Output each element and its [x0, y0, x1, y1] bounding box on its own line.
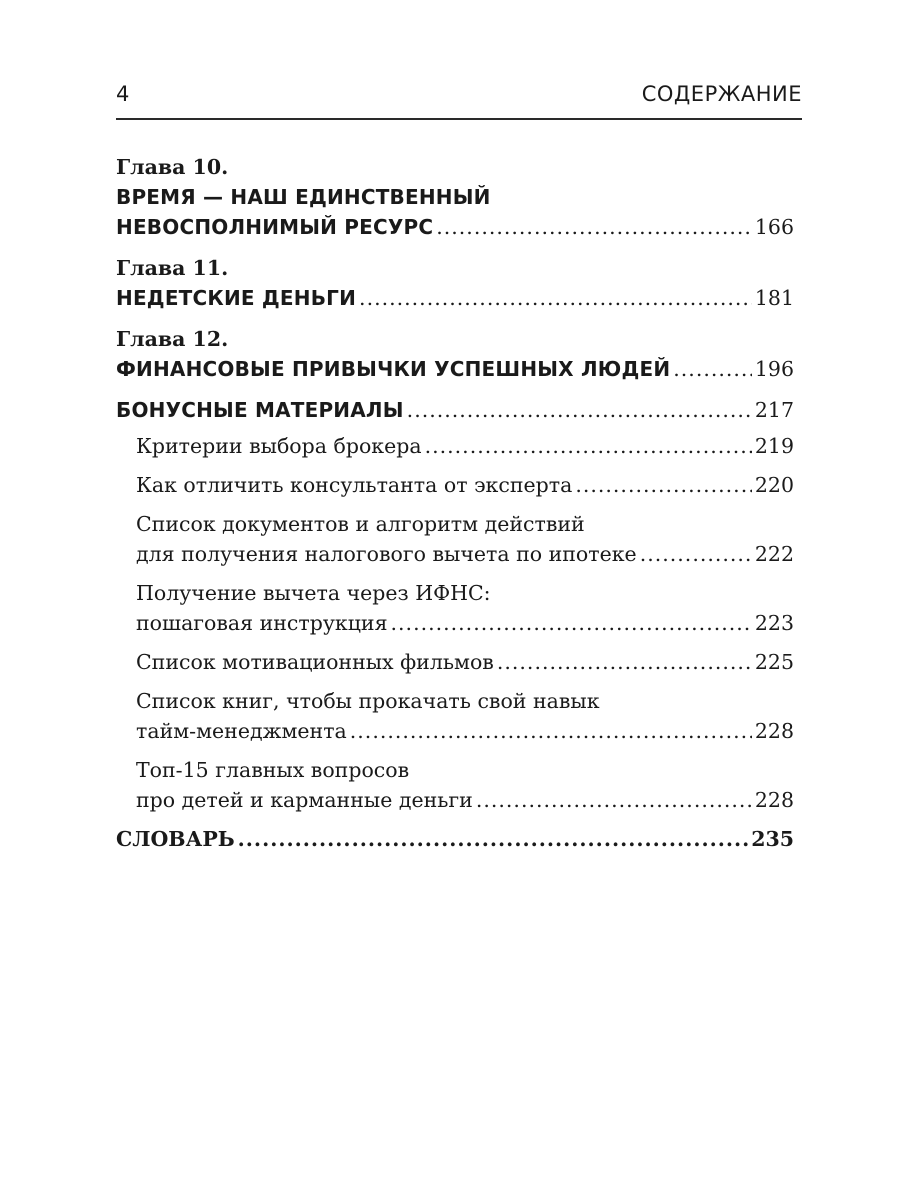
subentry-title: про детей и карманные деньги	[136, 788, 473, 812]
chapter-label: Глава 10.	[116, 155, 229, 179]
running-head: СОДЕРЖАНИЕ	[641, 82, 802, 106]
page-ref: 228	[754, 788, 794, 812]
toc-entry-chapter-12[interactable]	[116, 324, 794, 384]
subentry-title-line: Получение вычета через ИФНС:	[136, 581, 491, 605]
subentry-title-line: Список книг, чтобы прокачать свой навык	[136, 689, 600, 713]
page-ref: 222	[754, 542, 794, 566]
page-ref: 219	[754, 434, 794, 458]
page-header	[116, 78, 802, 120]
toc-entry-bonus[interactable]	[116, 395, 794, 425]
page-ref: 220	[754, 473, 794, 497]
toc-entry-chapter-10[interactable]	[116, 152, 794, 242]
toc-entry-glossary[interactable]	[116, 824, 794, 854]
page-ref: 223	[754, 611, 794, 635]
chapter-label: Глава 12.	[116, 327, 229, 351]
chapter-label: Глава 11.	[116, 256, 229, 280]
dot-leader	[238, 824, 749, 854]
dot-leader	[391, 608, 752, 638]
table-of-contents	[116, 152, 794, 854]
toc-subentry[interactable]	[136, 509, 794, 569]
dot-leader	[436, 212, 752, 242]
subentry-title: Как отличить консультанта от эксперта	[136, 473, 573, 497]
dot-leader	[497, 647, 752, 677]
dot-leader	[425, 431, 752, 461]
chapter-title: ФИНАНСОВЫЕ ПРИВЫЧКИ УСПЕШНЫХ ЛЮДЕЙ	[116, 357, 671, 381]
chapter-title-line: НЕВОСПОЛНИМЫЙ РЕСУРС	[116, 215, 434, 239]
toc-subentry[interactable]	[136, 647, 794, 677]
dot-leader	[359, 283, 752, 313]
page-ref: 196	[754, 357, 794, 381]
dot-leader	[575, 470, 752, 500]
subentry-title-line: Топ-15 главных вопросов	[136, 758, 410, 782]
subentry-title: тайм-менеджмента	[136, 719, 347, 743]
dot-leader	[407, 395, 752, 425]
toc-entry-chapter-11[interactable]	[116, 253, 794, 313]
page-number: 4	[116, 82, 130, 106]
page-ref: 228	[754, 719, 794, 743]
subentry-title: для получения налогового вычета по ипотеке	[136, 542, 637, 566]
section-title: БОНУСНЫЕ МАТЕРИАЛЫ	[116, 398, 404, 422]
dot-leader	[673, 354, 752, 384]
subentry-title: пошаговая инструкция	[136, 611, 388, 635]
toc-subentry[interactable]	[136, 578, 794, 638]
section-title: СЛОВАРЬ	[116, 827, 235, 851]
toc-subentry[interactable]	[136, 686, 794, 746]
subentry-title-line: Список документов и алгоритм действий	[136, 512, 585, 536]
subentry-title: Критерии выбора брокера	[136, 434, 422, 458]
toc-subentry[interactable]	[136, 470, 794, 500]
chapter-title: НЕДЕТСКИЕ ДЕНЬГИ	[116, 286, 357, 310]
page-ref: 217	[754, 398, 794, 422]
page-ref: 181	[754, 286, 794, 310]
chapter-title-line: ВРЕМЯ — НАШ ЕДИНСТВЕННЫЙ	[116, 185, 491, 209]
toc-subentry[interactable]	[136, 755, 794, 815]
dot-leader	[350, 716, 752, 746]
dot-leader	[640, 539, 752, 569]
page-ref: 225	[754, 650, 794, 674]
page-ref: 235	[751, 827, 794, 851]
toc-subentry[interactable]	[136, 431, 794, 461]
bonus-items-list	[116, 431, 794, 815]
subentry-title: Список мотивационных фильмов	[136, 650, 494, 674]
dot-leader	[476, 785, 752, 815]
page-ref: 166	[754, 215, 794, 239]
